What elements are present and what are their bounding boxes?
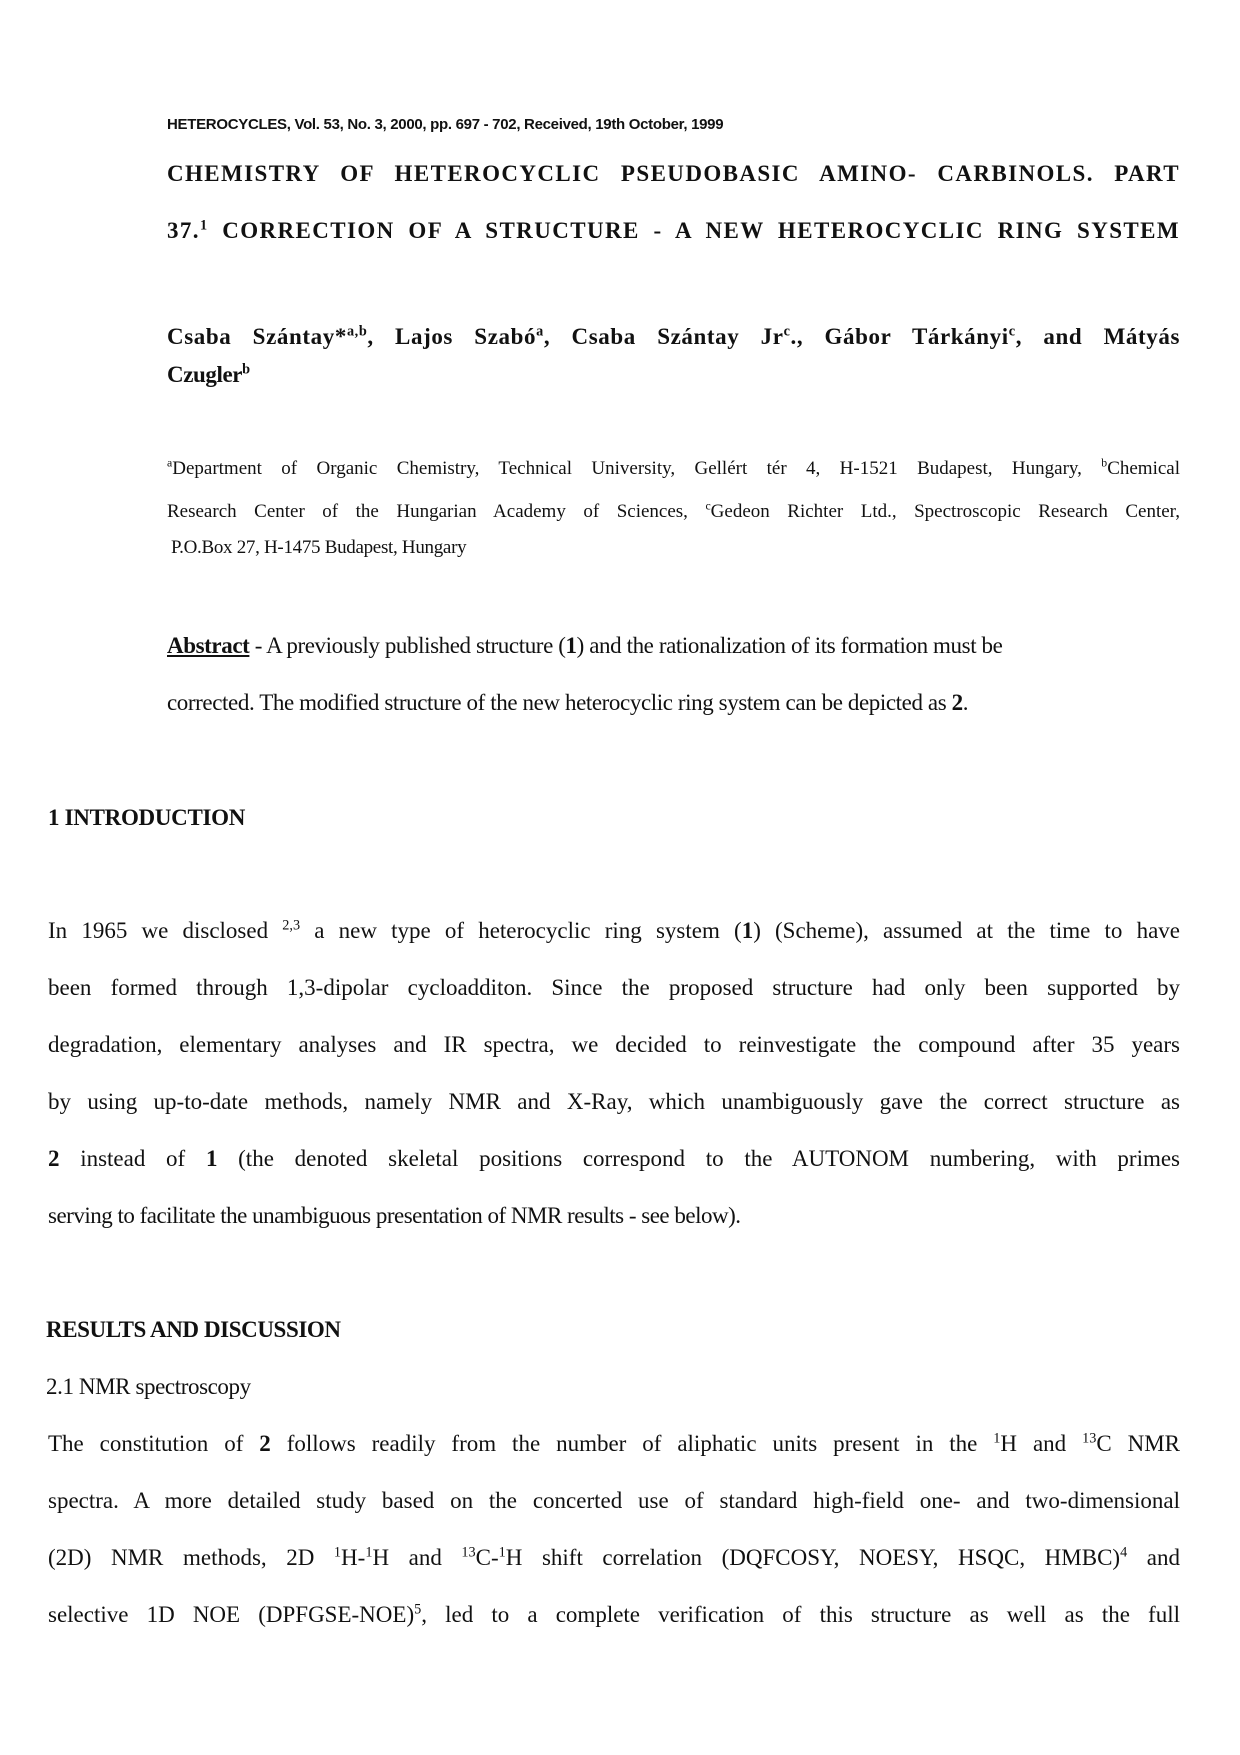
affiliation-line-2: Research Center of the Hungarian Academy of Sciences, $^c$Gedeon Richter Ltd., Spectroscopic Research Center, xyxy=(167,499,1180,522)
intro-line-5: 2 instead of 1 (the denoted skeletal positions correspond to the AUTONOM numbering, with primes xyxy=(48,1146,1181,1171)
results-line-1: The constitution of 2 follows readily from the number of aliphatic units present in the $^1$H and $^{13}$C NMR xyxy=(48,1430,1180,1456)
results-line-3: (2D) NMR methods, 2D $^1$H-$^1$H and $^{13}$C-$^1$H shift correlation (DQFCOSY, NOESY, HSQC, HMBC)$^4$ and xyxy=(48,1544,1180,1570)
abstract-line-1: Abstract - A previously published structure (1) and the rationalization of its formation must be xyxy=(167,633,1003,658)
abstract-label: Abstract xyxy=(167,633,250,658)
section-heading-results: RESULTS AND DISCUSSION xyxy=(46,1317,341,1342)
subsection-heading-nmr: 2.1 NMR spectroscopy xyxy=(46,1374,251,1399)
footnote-ref: 1 xyxy=(199,217,209,234)
intro-line-3: degradation, elementary analyses and IR spectra, we decided to reinvestigate the compound after 35 years xyxy=(48,1032,1180,1057)
affiliation-line-1: $^a$Department of Organic Chemistry, Technical University, Gellért tér 4, H-1521 Budapest, Hungary, $^b$Chemical xyxy=(167,456,1180,479)
intro-line-2: been formed through 1,3-dipolar cycloadditon. Since the proposed structure had only been supported by xyxy=(48,975,1180,1000)
affiliation-line-3: P.O.Box 27, H-1475 Budapest, Hungary xyxy=(171,537,467,558)
abstract-line-2: corrected. The modified structure of the new heterocyclic ring system can be depicted as 2. xyxy=(167,690,969,715)
journal-citation: HETEROCYCLES, Vol. 53, No. 3, 2000, pp. 697 - 702, Received, 19th October, 1999 xyxy=(167,116,724,133)
results-line-2: spectra. A more detailed study based on the concerted use of standard high-field one- and two-dimensional xyxy=(48,1488,1180,1513)
paper-title-line-1: CHEMISTRY OF HETEROCYCLIC PSEUDOBASIC AMINO- CARBINOLS. PART xyxy=(167,161,1180,186)
intro-line-4: by using up-to-date methods, namely NMR and X-Ray, which unambiguously gave the correct structure as xyxy=(48,1089,1180,1114)
paper-title-line-2: 37.$^1$ CORRECTION OF A STRUCTURE - A NEW HETEROCYCLIC RING SYSTEM xyxy=(167,217,1180,243)
results-line-4: selective 1D NOE (DPFGSE-NOE)$^5$, led to a complete verification of this structure as well as the full xyxy=(48,1601,1180,1627)
intro-line-1: In 1965 we disclosed $^{2,3}$ a new type of heterocyclic ring system (1) (Scheme), assumed at the time to have xyxy=(48,917,1180,943)
intro-line-6: serving to facilitate the unambiguous presentation of NMR results - see below). xyxy=(48,1203,741,1228)
authors-line-2: Czugler$^b$ xyxy=(167,361,250,387)
authors-line-1: Csaba Szántay*$^{a,b}$, Lajos Szabó$^a$, Csaba Szántay Jr$^c$., Gábor Tárkányi$^c$, and Mátyás xyxy=(167,323,1181,349)
section-heading-introduction: 1 INTRODUCTION xyxy=(48,805,246,830)
